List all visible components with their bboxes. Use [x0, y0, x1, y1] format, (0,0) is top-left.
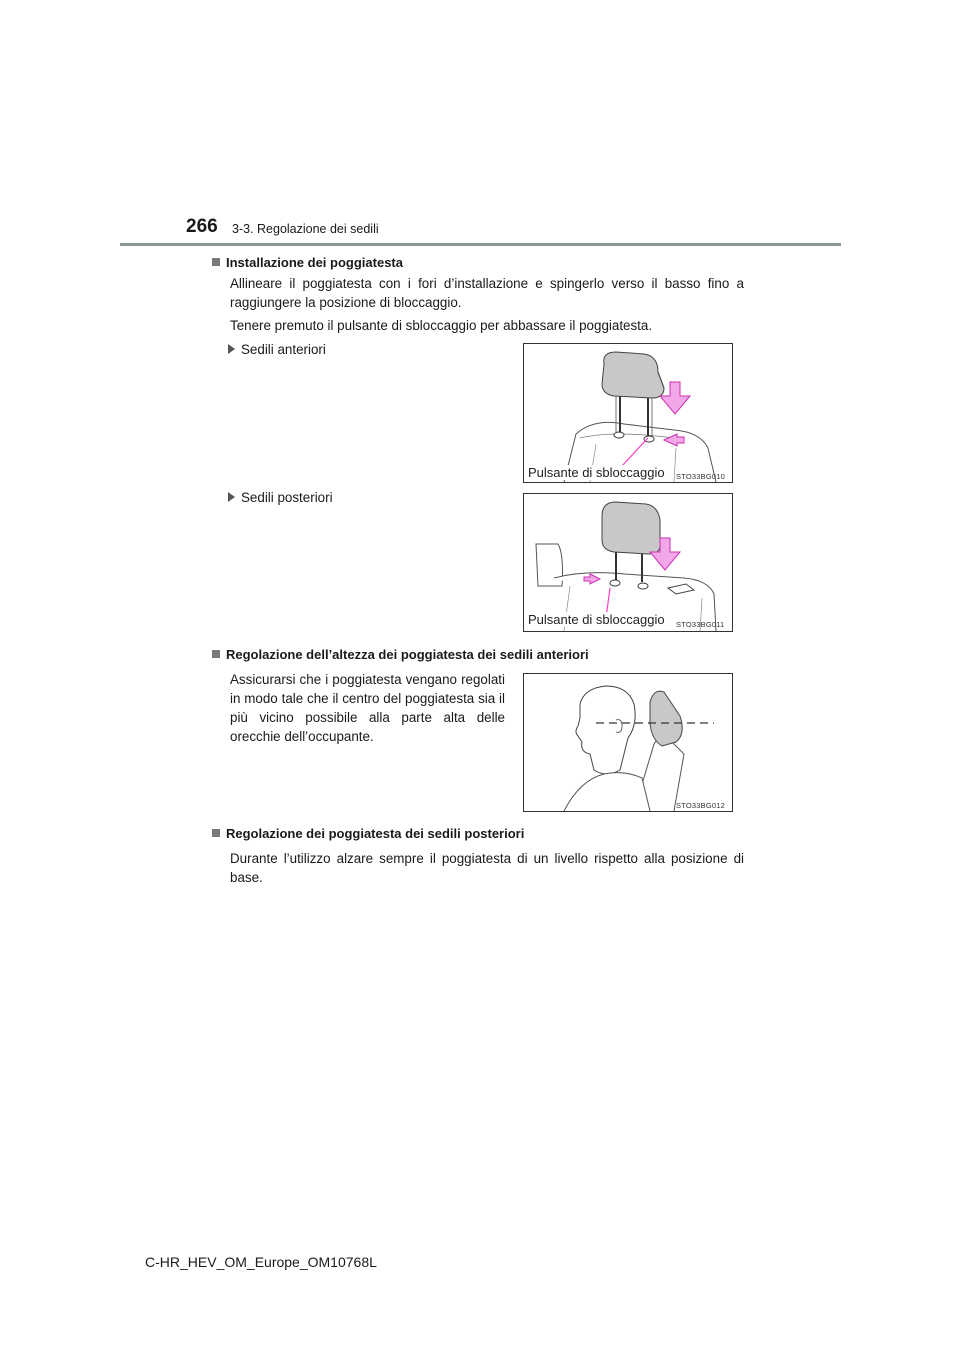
occupant-headrest-illustration — [524, 674, 732, 811]
item-sedili-posteriori: Sedili posteriori — [228, 490, 333, 505]
callout-release-button: Pulsante di sbloccaggio — [528, 612, 665, 627]
paragraph-installazione-2: Tenere premuto il pulsante di sbloccaggio per abbassare il poggiatesta. — [230, 318, 653, 333]
paragraph-altezza: Assicurarsi che i poggiatesta vengano regolati in modo tale che il centro del poggiatesta sia il più vicino possibile alla parte alta delle orecchie dell’occupante. — [230, 672, 505, 744]
square-bullet-icon — [212, 650, 220, 658]
square-bullet-icon — [212, 258, 220, 266]
triangle-bullet-icon — [228, 344, 235, 354]
document-id: C-HR_HEV_OM_Europe_OM10768L — [145, 1254, 377, 1270]
callout-release-button: Pulsante di sbloccaggio — [528, 465, 665, 480]
section-title-posteriori: Regolazione dei poggiatesta dei sedili posteriori — [212, 826, 524, 841]
figure-code: STO33BG011 — [676, 620, 725, 629]
paragraph-installazione-1: Allineare il poggiatesta con i fori d’installazione e spingerlo verso il basso fino a raggiungere la posizione di bloccaggio. — [230, 276, 744, 310]
paragraph-posteriori: Durante l’utilizzo alzare sempre il poggiatesta di un livello rispetto alla posizione di base. — [230, 851, 744, 885]
header-rule — [120, 243, 841, 246]
triangle-bullet-icon — [228, 492, 235, 502]
figure-headrest-height — [523, 673, 733, 812]
figure-code: STO33BG012 — [676, 801, 725, 810]
figure-front-headrest — [523, 343, 733, 483]
figure-code: STO33BG010 — [676, 472, 725, 481]
item-sedili-anteriori: Sedili anteriori — [228, 342, 326, 357]
chapter-title: 3-3. Regolazione dei sedili — [232, 222, 379, 236]
section-title-installazione: Installazione dei poggiatesta — [212, 255, 403, 270]
square-bullet-icon — [212, 829, 220, 837]
front-headrest-illustration — [524, 344, 732, 482]
rear-headrest-illustration — [524, 494, 732, 631]
page-number: 266 — [186, 216, 218, 237]
section-title-altezza: Regolazione dell’altezza dei poggiatesta dei sedili anteriori — [212, 647, 589, 662]
figure-rear-headrest — [523, 493, 733, 632]
